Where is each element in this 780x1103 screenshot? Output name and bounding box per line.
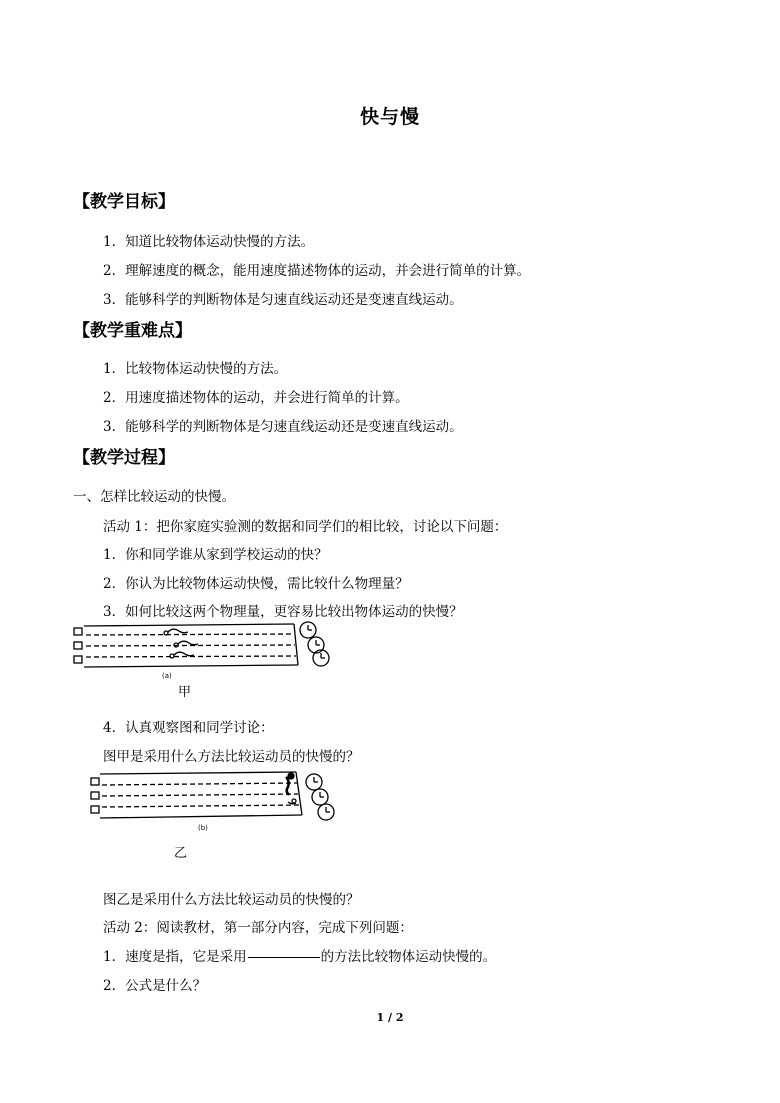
section-heading-goals: 【教学目标】 [73,192,175,212]
goal-item: 3．能够科学的判断物体是匀速直线运动还是变速直线运动。 [103,292,463,308]
page-title: 快与慢 [359,106,420,128]
section-heading-process: 【教学过程】 [73,448,175,468]
figure-a-caption: 甲 [178,685,192,700]
figure-b-sublabel: (b) [198,824,208,832]
figure-b-question: 图乙是采用什么方法比较运动员的快慢的？ [103,892,360,908]
page-number: 1 / 2 [376,1011,404,1024]
keypoint-item: 2．用速度描述物体的运动，并会进行简单的计算。 [103,390,409,406]
activity-2: 活动 2：阅读教材，第一部分内容，完成下列问题： [103,920,413,936]
speed-definition-after: 的方法比较物体运动快慢的。 [320,949,497,965]
figure-a-question: 图甲是采用什么方法比较运动员的快慢的？ [103,749,360,765]
figure-b-caption: 乙 [174,846,188,861]
speed-definition [103,945,496,965]
speed-definition-before: 1．速度是指，它是采用 [103,949,247,965]
formula-question: 2．公式是什么？ [103,978,207,994]
question-item: 4．认真观察图和同学讨论： [103,720,274,736]
part-title: 一、怎样比较运动的快慢。 [73,489,235,505]
question-item: 2．你认为比较物体运动快慢，需比较什么物理量？ [103,576,409,592]
figure-b-race-illustration [86,768,346,836]
goal-item: 1．知道比较物体运动快慢的方法。 [103,234,315,250]
goal-item: 2．理解速度的概念，能用速度描述物体的运动，并会进行简单的计算。 [103,263,531,279]
figure-a-race-illustration [70,618,340,686]
question-item: 3．如何比较这两个物理量，更容易比较出物体运动的快慢？ [103,604,463,620]
question-item: 1．你和同学谁从家到学校运动的快？ [103,547,328,563]
keypoint-item: 1．比较物体运动快慢的方法。 [103,361,288,377]
fill-in-blank[interactable] [248,957,320,958]
section-heading-keypoints: 【教学重难点】 [73,321,192,341]
figure-a-sublabel: (a) [162,672,172,680]
activity-1: 活动 1：把你家庭实验测的数据和同学们的相比较，讨论以下问题： [103,519,508,535]
keypoint-item: 3．能够科学的判断物体是匀速直线运动还是变速直线运动。 [103,419,463,435]
